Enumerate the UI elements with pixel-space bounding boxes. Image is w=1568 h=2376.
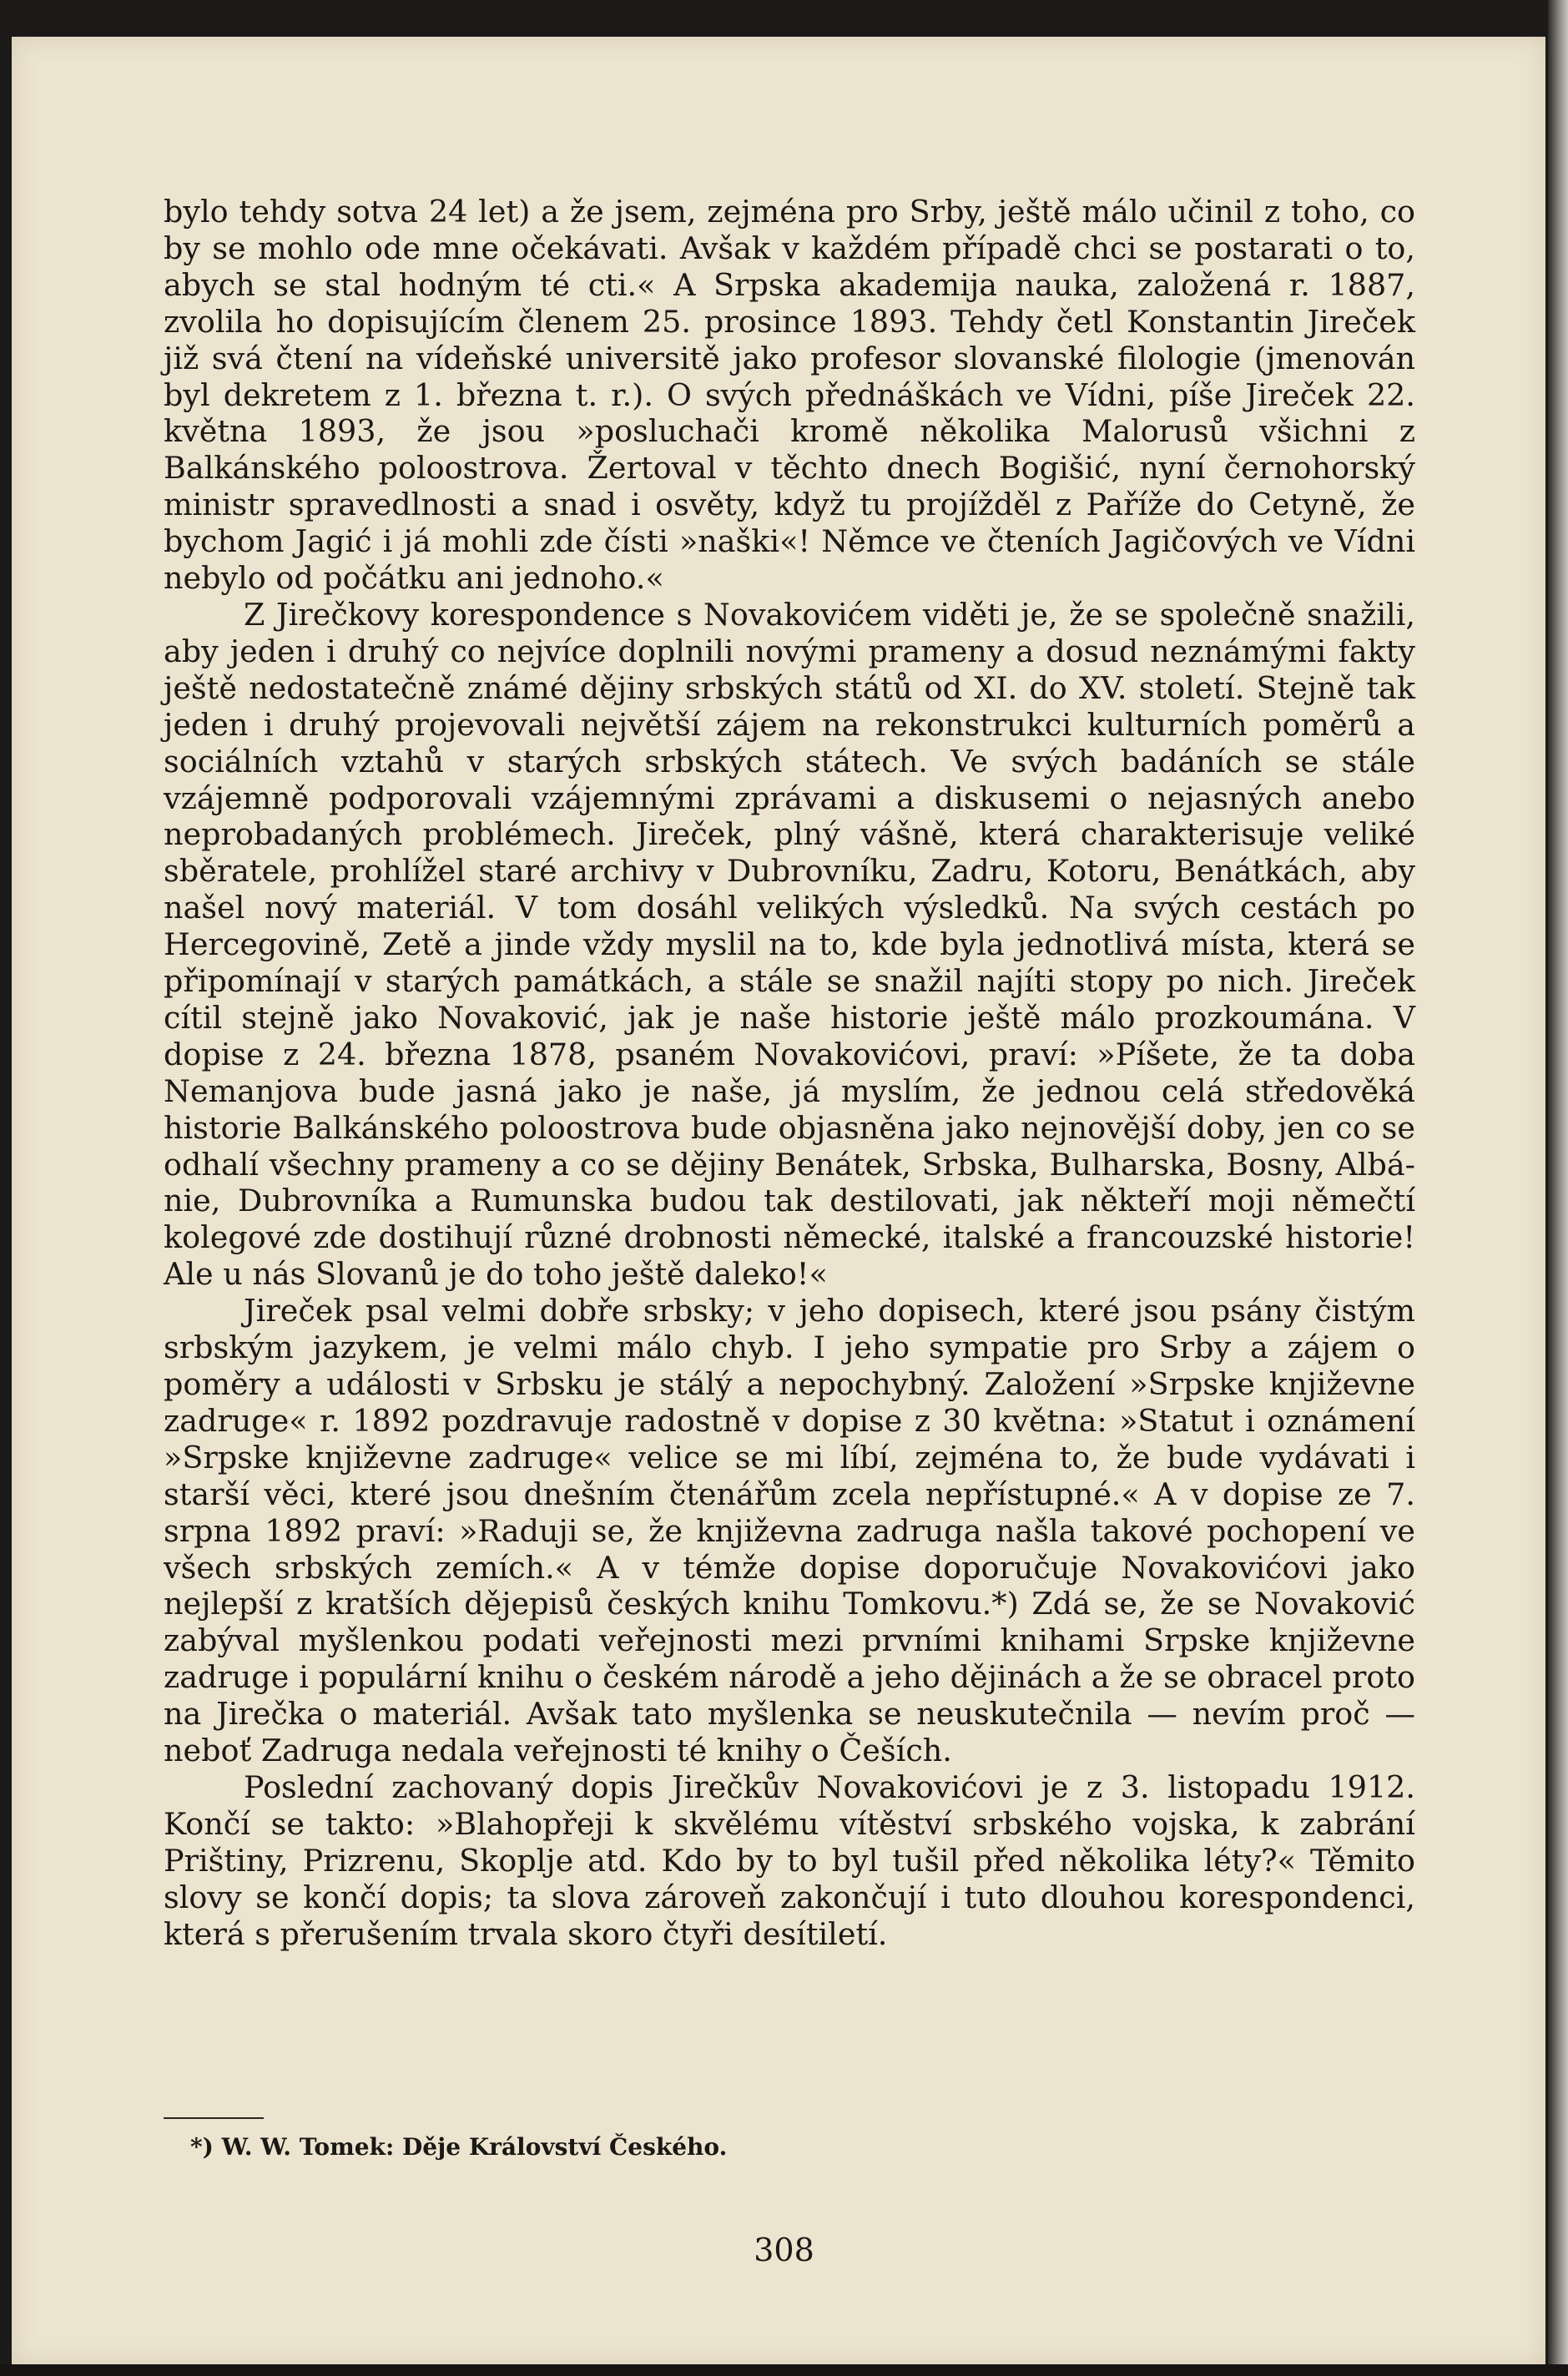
paragraph-3: Jireček psal velmi dobře srbsky; v jeho dopisech, které jsou psány čistým srbským jazykem, je velmi málo chyb. I jeho sympatie pro Srby a zájem o poměry a události v Srbsku je stálý a nepochybný. Založení »Srpske književne zadruge« r. 1892 pozdravuje radostně v dopise z 30 května: »Statut i oznámení »Srpske književne zadruge« velice se mi líbí, zejména to, že bude vydávati i starší věci, které jsou dnešním čtenářům zcela nepřístupné.« A v dopise ze 7. srpna 1892 praví: »Raduji se, že književna zadruga našla takové pochopení ve všech srbských zemích.« A v témže dopise doporučuje Novakovićovi jako nejlepší z kratších dějepisů českých knihu Tomkovu.*) Zdá se, že se Novaković zabýval myšlenkou podati veřejnosti mezi prvními knihami Srpske književne zadruge i populární knihu o českém národě a jeho dějinách a že se obracel proto na Jirečka o materiál. Avšak tato myšlenka se neuskutečnila — nevím proč — neboť Zadruga nedala veřejnosti té knihy o Češích.	[164, 1293, 1415, 1769]
scan-border	[0, 2364, 1568, 2376]
paragraph-4: Poslední zachovaný dopis Jirečkův Novakovićovi je z 3. listopadu 1912. Končí se takto: »Blahopřeji k skvělému vítěství srbského vojska, k zabrání Prištiny, Prizrenu, Skoplje atd. Kdo by to byl tušil před několika léty?« Těmito slovy se končí dopis; ta slova zároveň zakončují i tuto dlouhou korespondenci, která s přerušením trvala skoro čtyři desítiletí.	[164, 1768, 1415, 1952]
body-text	[164, 194, 1415, 1953]
footnote-divider	[164, 2117, 264, 2119]
footnote: *) W. W. Tomek: Děje Království Českého.	[190, 2133, 728, 2161]
paragraph-2: Z Jirečkovy korespondence s Novakovićem viděti je, že se společně snažili, aby jeden i druhý co nejvíce doplnili novými prameny a dosud neznámými fakty ještě nedostatečně známé dějiny srbských států od XI. do XV. století. Stejně tak jeden i druhý projevovali největší zájem na rekonstrukci kulturních poměrů a sociálních vztahů v starých srbských státech. Ve svých badáních se stále vzájemně podporovali vzájemnými zprávami a diskusemi o nejasných anebo neprobadaných problémech. Jireček, plný vášně, která charakterisuje veliké sběratele, prohlížel staré archivy v Dubrovníku, Zadru, Kotoru, Benátkách, aby našel nový materiál. V tom dosáhl velikých výsledků. Na svých cestách po Hercegovině, Zetě a jinde vždy myslil na to, kde byla jednotlivá místa, která se připomínají v starých památkách, a stále se snažil najíti stopy po nich. Jireček cítil stejně jako Novaković, jak je naše historie ještě málo prozkoumána. V dopise z 24. března 1878, psaném Novakovićovi, praví: »Píšete, že ta doba Nemanjova bude jasná jako je naše, já myslím, že jednou celá středověká historie Balkánského poloostrova bude objasněna jako nejnovější doby, jen co se odhalí všechny prameny a co se dějiny Benátek, Srbska, Bulharska, Bosny, Albánie, Dubrovníka a Rumunska budou tak destilovati, jak někteří moji němečtí kolegové zde dostihují různé drobnosti německé, italské a francouzské historie! Ale u nás Slovanů je do toho ještě daleko!«	[164, 596, 1415, 1293]
paragraph-1: bylo tehdy sotva 24 let) a že jsem, zejména pro Srby, ještě málo učinil z toho, co by se mohlo ode mne očekávati. Avšak v každém případě chci se postarati o to, abych se stal hodným té cti.« A Srpska akademija nauka, založená r. 1887, zvolila ho dopisujícím členem 25. prosince 1893. Tehdy četl Konstantin Jireček již svá čtení na vídeňské universitě jako profesor slovanské filologie (jmenován byl dekretem z 1. března t. r.). O svých přednáškách ve Vídni, píše Jireček 22. května 1893, že jsou »posluchači kromě několika Malorusů všichni z Balkánského poloostrova. Žertoval v těchto dnech Bogišić, nyní černohorský ministr spravedlnosti a snad i osvěty, když tu projížděl z Paříže do Cetyně, že bychom Jagić i já mohli zde čísti »naški«! Němce ve čteních Jagičových ve Vídni nebylo od počátku ani jednoho.«	[164, 194, 1415, 597]
page-number: 308	[754, 2232, 814, 2268]
page-edge-shadow	[1548, 0, 1568, 2376]
